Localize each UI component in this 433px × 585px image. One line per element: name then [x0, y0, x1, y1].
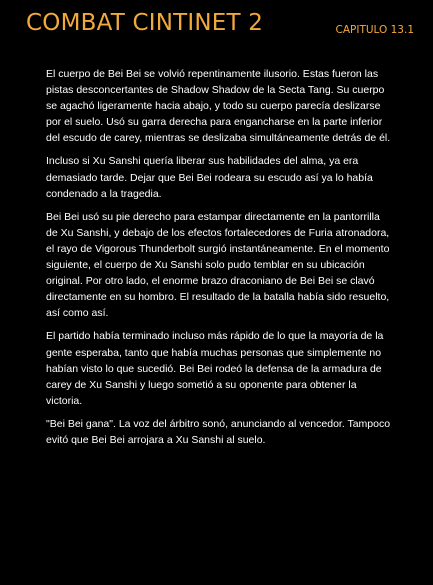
paragraph: Incluso si Xu Sanshi quería liberar sus habilidades del alma, ya era demasiado tarde. Dejar que Bei Bei rodeara su escudo así ya lo había condenado a la tragedia.: [46, 155, 373, 200]
paragraph: Bei Bei usó su pie derecho para estampar directamente en la pantorrilla de Xu Sanshi, y debajo de los efectos fortalecedores de Furia atronadora, el rayo de Vigorous Thunderbolt surgió instantáneamente. En el momento siguiente, el cuerpo de Xu Sanshi solo pudo temblar en su ubicación original. Por otro lado, el enorme brazo draconiano de Bei Bei se clavó directamente en su hombro. El resultado de la batalla había sido resuelto, así como así.: [46, 210, 390, 320]
paragraph: El cuerpo de Bei Bei se volvió repentinamente ilusorio. Estas fueron las pistas desconcertantes de Shadow Shadow de la Secta Tang. Su cuerpo se agachó ligeramente hacia abajo, y todo su cuerpo parecía deslizarse por el suelo. Usó su garra derecha para engancharse en la parte inferior del escudo de carey, mientras se deslizaba simultáneamente detrás de él.: [46, 68, 391, 145]
paragraph: El partido había terminado incluso más rápido de lo que la mayoría de la gente esperaba, tanto que había muchas personas que simplemente no habían visto lo que sucedió. Bei Bei rodeó la defensa de la armadura de carey de Xu Sanshi y luego sometió a su oponente para obtener la victoria.: [46, 330, 384, 407]
page-title: COMBAT CINTINET 2: [26, 10, 264, 36]
chapter-body: [46, 66, 392, 455]
paragraph: "Bei Bei gana". La voz del árbitro sonó, anunciando al vencedor. Tampoco evitó que Bei Bei arrojara a Xu Sanshi al suelo.: [46, 417, 391, 446]
chapter-label: CAPITULO 13.1: [335, 24, 414, 36]
